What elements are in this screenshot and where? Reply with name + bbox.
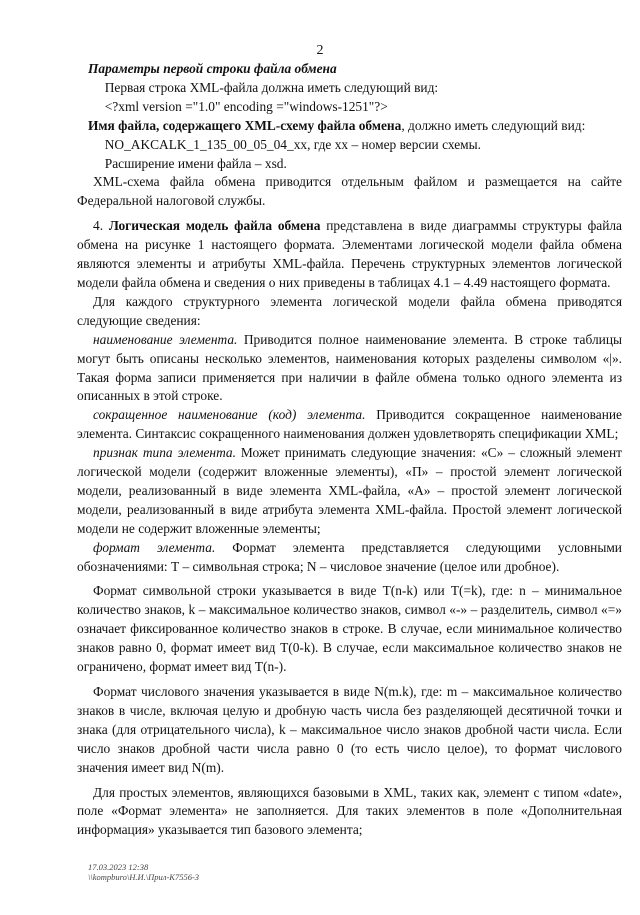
footer-timestamp: 17.03.2023 12:38 — [88, 862, 149, 872]
schema-filename: NO_AKCALK_1_135_00_05_04_xx, где xx – номер версии схемы. — [104, 136, 481, 152]
page-footer — [88, 862, 199, 882]
paragraph-element-info: Для каждого структурного элемента логической модели файла обмена приводятся следующие сведения: — [77, 293, 622, 328]
paragraph-element-type: признак типа элемента. Может принимать следующие значения: «С» – сложный элемент логической модели (содержит вложенные элементы), «П» – простой элемент логической модели, реализованный в виде элемента XML-файла, «А» – простой элемент логической модели, реализованный в виде атрибута элемента XML-файла. Простой элемент логической модели не содержит вложенные элементы; — [77, 445, 622, 536]
paragraph-base-types: Для простых элементов, являющихся базовыми в XML, таких как, элемент с типом «date», поле «Формат элемента» не заполняется. Для таких элементов в поле «Дополнительная информация» указывается тип базового элемента; — [77, 784, 622, 838]
paragraph-element-code: сокращенное наименование (код) элемента. Приводится сокращенное наименование элемента. Синтаксис сокращенного наименования должен удовлетворять спецификации XML; — [77, 407, 622, 442]
page-number: 2 — [316, 43, 324, 58]
footer-file-path: \\kompburo\Н.И.\Прил-К7556-3 — [88, 872, 200, 882]
paragraph-element-name: наименование элемента. Приводится полное наименование элемента. В строке таблицы могут быть описаны несколько элементов, наименования которых разделены символом «|». Такая форма записи применяется при наличии в файле обмена только одного элемента из описанных в этой строке. — [77, 331, 622, 404]
paragraph-element-format: формат элемента. Формат элемента представляется следующими условными обозначениями: Т – символьная строка; N – числовое значение (целое или дробное). — [77, 539, 622, 574]
section-title: Параметры первой строки файла обмена — [88, 61, 337, 76]
paragraph-schema-name: Имя файла, содержащего XML-схему файла обмена, должно иметь следующий вид: — [88, 117, 586, 133]
schema-extension: Расширение имени файла – xsd. — [104, 155, 287, 171]
page-content — [77, 60, 623, 840]
paragraph-number-format: Формат числового значения указывается в виде N(m.k), где: m – максимальное количество знаков в числе, включая целую и дробную часть числа без разделяющей десятичной точки и знака (для отрицательного числа), k – максимальное число знаков дробной части числа. Если число знаков дробной части числа равно 0 (то есть число целое), то формат числового значения имеет вид N(m). — [77, 684, 622, 775]
paragraph-string-format: Формат символьной строки указывается в виде T(n-k) или T(=k), где: n – минимальное количество знаков, k – максимальное количество знаков, символ «-» – разделитель, символ «=» означает фиксированное количество знаков в строке. В случае, если минимальное количество знаков равно 0, формат имеет вид T(0-k). В случае, если максимальное количество знаков не ограничено, формат имеет вид T(n-). — [77, 583, 622, 675]
xml-declaration: <?xml version ="1.0" encoding ="windows-1251"?> — [104, 98, 388, 114]
paragraph-schema-location: XML-схема файла обмена приводится отдельным файлом и размещается на сайте Федеральной налоговой службы. — [77, 174, 622, 209]
paragraph-logical-model: 4. Логическая модель файла обмена представлена в виде диаграммы структуры файла обмена на рисунке 1 настоящего формата. Элементами логической модели файла обмена являются элементы и атрибуты XML-файла. Перечень структурных элементов логической модели файла обмена и сведения о них приведены в таблицах 4.1 – 4.49 настоящего формата. — [77, 218, 623, 290]
paragraph-first-line: Первая строка XML-файла должна иметь следующий вид: — [104, 79, 439, 95]
